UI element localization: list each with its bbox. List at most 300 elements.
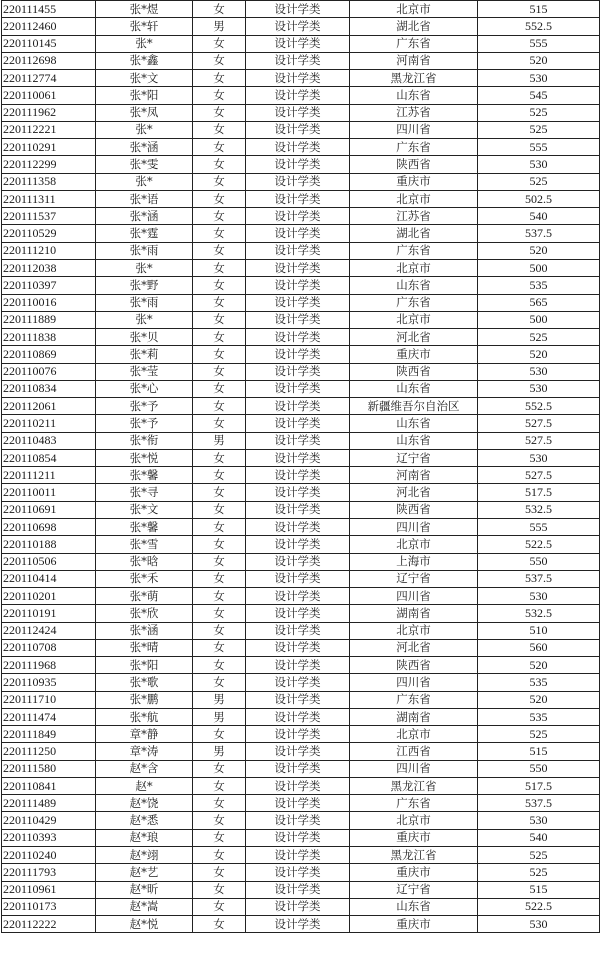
province-cell: 湖南省: [350, 708, 478, 725]
student-id-cell: 220112460: [2, 18, 96, 35]
major-category-cell: 设计学类: [246, 760, 350, 777]
student-id-cell: 220111489: [2, 795, 96, 812]
student-id-cell: 220111793: [2, 864, 96, 881]
table-row: [2, 104, 600, 121]
student-name-cell: 张*馨: [96, 518, 193, 535]
student-name-cell: 章*静: [96, 726, 193, 743]
student-name-cell: 张*悦: [96, 449, 193, 466]
gender-cell: 女: [193, 553, 246, 570]
student-name-cell: 张*晗: [96, 553, 193, 570]
province-cell: 四川省: [350, 121, 478, 138]
table-row: [2, 622, 600, 639]
student-name-cell: 张*涵: [96, 622, 193, 639]
score-cell: 550: [478, 760, 600, 777]
student-id-cell: 220110834: [2, 380, 96, 397]
province-cell: 黑龙江省: [350, 70, 478, 87]
table-row: [2, 484, 600, 501]
province-cell: 新疆维吾尔自治区: [350, 398, 478, 415]
student-id-cell: 220112221: [2, 121, 96, 138]
table-row: [2, 588, 600, 605]
gender-cell: 女: [193, 449, 246, 466]
student-name-cell: 张*鹏: [96, 691, 193, 708]
major-category-cell: 设计学类: [246, 518, 350, 535]
gender-cell: 女: [193, 259, 246, 276]
score-cell: 500: [478, 259, 600, 276]
student-name-cell: 张*予: [96, 398, 193, 415]
province-cell: 山东省: [350, 380, 478, 397]
major-category-cell: 设计学类: [246, 311, 350, 328]
province-cell: 河南省: [350, 52, 478, 69]
student-name-cell: 张*语: [96, 190, 193, 207]
student-id-cell: 220110854: [2, 449, 96, 466]
student-id-cell: 220111710: [2, 691, 96, 708]
gender-cell: 女: [193, 916, 246, 933]
gender-cell: 女: [193, 484, 246, 501]
province-cell: 重庆市: [350, 864, 478, 881]
province-cell: 陕西省: [350, 363, 478, 380]
major-category-cell: 设计学类: [246, 18, 350, 35]
score-cell: 520: [478, 346, 600, 363]
province-cell: 湖北省: [350, 225, 478, 242]
province-cell: 北京市: [350, 259, 478, 276]
major-category-cell: 设计学类: [246, 639, 350, 656]
province-cell: 湖南省: [350, 605, 478, 622]
province-cell: 广东省: [350, 691, 478, 708]
major-category-cell: 设计学类: [246, 726, 350, 743]
student-name-cell: 张*雨: [96, 294, 193, 311]
score-cell: 565: [478, 294, 600, 311]
major-category-cell: 设计学类: [246, 156, 350, 173]
major-category-cell: 设计学类: [246, 329, 350, 346]
province-cell: 广东省: [350, 242, 478, 259]
gender-cell: 女: [193, 622, 246, 639]
student-name-cell: 张*莉: [96, 346, 193, 363]
table-row: [2, 743, 600, 760]
table-row: [2, 208, 600, 225]
table-row: [2, 760, 600, 777]
table-row: [2, 501, 600, 518]
student-name-cell: 张*轩: [96, 18, 193, 35]
major-category-cell: 设计学类: [246, 259, 350, 276]
major-category-cell: 设计学类: [246, 363, 350, 380]
major-category-cell: 设计学类: [246, 829, 350, 846]
table-row: [2, 173, 600, 190]
table-row: [2, 363, 600, 380]
major-category-cell: 设计学类: [246, 588, 350, 605]
student-id-cell: 220110414: [2, 570, 96, 587]
table-row: [2, 916, 600, 933]
province-cell: 广东省: [350, 795, 478, 812]
gender-cell: 女: [193, 1, 246, 18]
province-cell: 四川省: [350, 674, 478, 691]
table-row: [2, 70, 600, 87]
score-cell: 527.5: [478, 415, 600, 432]
gender-cell: 男: [193, 432, 246, 449]
table-row: [2, 52, 600, 69]
score-cell: 530: [478, 916, 600, 933]
gender-cell: 男: [193, 708, 246, 725]
table-row: [2, 847, 600, 864]
gender-cell: 女: [193, 398, 246, 415]
major-category-cell: 设计学类: [246, 208, 350, 225]
major-category-cell: 设计学类: [246, 570, 350, 587]
table-row: [2, 87, 600, 104]
province-cell: 四川省: [350, 518, 478, 535]
major-category-cell: 设计学类: [246, 536, 350, 553]
student-name-cell: 赵*含: [96, 760, 193, 777]
table-row: [2, 605, 600, 622]
student-name-cell: 赵*翊: [96, 847, 193, 864]
major-category-cell: 设计学类: [246, 467, 350, 484]
student-id-cell: 220112698: [2, 52, 96, 69]
province-cell: 江苏省: [350, 208, 478, 225]
table-row: [2, 536, 600, 553]
table-row: [2, 518, 600, 535]
score-cell: 560: [478, 639, 600, 656]
score-cell: 525: [478, 173, 600, 190]
score-cell: 520: [478, 691, 600, 708]
province-cell: 陕西省: [350, 657, 478, 674]
major-category-cell: 设计学类: [246, 777, 350, 794]
province-cell: 广东省: [350, 139, 478, 156]
student-name-cell: 章*涛: [96, 743, 193, 760]
gender-cell: 女: [193, 415, 246, 432]
student-name-cell: 张*寻: [96, 484, 193, 501]
score-cell: 530: [478, 812, 600, 829]
score-cell: 535: [478, 708, 600, 725]
province-cell: 北京市: [350, 812, 478, 829]
table-row: [2, 139, 600, 156]
table-row: [2, 898, 600, 915]
major-category-cell: 设计学类: [246, 657, 350, 674]
province-cell: 北京市: [350, 1, 478, 18]
gender-cell: 女: [193, 104, 246, 121]
table-row: [2, 691, 600, 708]
major-category-cell: 设计学类: [246, 449, 350, 466]
gender-cell: 女: [193, 329, 246, 346]
student-id-cell: 220111968: [2, 657, 96, 674]
score-cell: 520: [478, 657, 600, 674]
table-row: [2, 190, 600, 207]
major-category-cell: 设计学类: [246, 35, 350, 52]
student-name-cell: 张*欣: [96, 605, 193, 622]
student-id-cell: 220110397: [2, 277, 96, 294]
student-id-cell: 220112061: [2, 398, 96, 415]
major-category-cell: 设计学类: [246, 622, 350, 639]
score-cell: 537.5: [478, 570, 600, 587]
gender-cell: 女: [193, 657, 246, 674]
student-name-cell: 赵*嵩: [96, 898, 193, 915]
major-category-cell: 设计学类: [246, 225, 350, 242]
province-cell: 湖北省: [350, 18, 478, 35]
student-name-cell: 张*: [96, 173, 193, 190]
major-category-cell: 设计学类: [246, 432, 350, 449]
student-name-cell: 张*衔: [96, 432, 193, 449]
score-cell: 527.5: [478, 432, 600, 449]
student-id-cell: 220111580: [2, 760, 96, 777]
score-cell: 532.5: [478, 605, 600, 622]
table-row: [2, 242, 600, 259]
student-id-cell: 220112774: [2, 70, 96, 87]
student-name-cell: 赵*悦: [96, 916, 193, 933]
student-name-cell: 张*航: [96, 708, 193, 725]
score-cell: 515: [478, 743, 600, 760]
province-cell: 北京市: [350, 311, 478, 328]
student-name-cell: 张*歌: [96, 674, 193, 691]
student-name-cell: 张*阳: [96, 657, 193, 674]
gender-cell: 女: [193, 829, 246, 846]
score-cell: 530: [478, 363, 600, 380]
score-cell: 527.5: [478, 467, 600, 484]
major-category-cell: 设计学类: [246, 484, 350, 501]
major-category-cell: 设计学类: [246, 847, 350, 864]
student-name-cell: 张*: [96, 311, 193, 328]
student-name-cell: 张*心: [96, 380, 193, 397]
score-cell: 552.5: [478, 18, 600, 35]
student-name-cell: 张*文: [96, 70, 193, 87]
score-cell: 535: [478, 674, 600, 691]
score-cell: 555: [478, 518, 600, 535]
major-category-cell: 设计学类: [246, 380, 350, 397]
student-name-cell: 赵*艺: [96, 864, 193, 881]
student-name-cell: 张*涵: [96, 208, 193, 225]
table-row: [2, 553, 600, 570]
table-row: [2, 812, 600, 829]
student-id-cell: 220110506: [2, 553, 96, 570]
major-category-cell: 设计学类: [246, 121, 350, 138]
score-cell: 517.5: [478, 484, 600, 501]
gender-cell: 女: [193, 795, 246, 812]
table-row: [2, 674, 600, 691]
table-row: [2, 708, 600, 725]
student-id-cell: 220110841: [2, 777, 96, 794]
province-cell: 山东省: [350, 277, 478, 294]
table-row: [2, 294, 600, 311]
student-name-cell: 张*涵: [96, 139, 193, 156]
province-cell: 河北省: [350, 329, 478, 346]
gender-cell: 女: [193, 777, 246, 794]
table-body: [2, 1, 600, 933]
major-category-cell: 设计学类: [246, 553, 350, 570]
gender-cell: 女: [193, 173, 246, 190]
student-id-cell: 220110935: [2, 674, 96, 691]
province-cell: 重庆市: [350, 346, 478, 363]
province-cell: 辽宁省: [350, 449, 478, 466]
gender-cell: 男: [193, 691, 246, 708]
score-cell: 517.5: [478, 777, 600, 794]
province-cell: 北京市: [350, 622, 478, 639]
gender-cell: 女: [193, 311, 246, 328]
student-id-cell: 220111358: [2, 173, 96, 190]
score-cell: 525: [478, 847, 600, 864]
student-name-cell: 张*煜: [96, 1, 193, 18]
table-row: [2, 1, 600, 18]
student-id-cell: 220110188: [2, 536, 96, 553]
province-cell: 山东省: [350, 87, 478, 104]
student-name-cell: 张*萌: [96, 588, 193, 605]
score-cell: 515: [478, 1, 600, 18]
table-row: [2, 657, 600, 674]
table-row: [2, 570, 600, 587]
major-category-cell: 设计学类: [246, 1, 350, 18]
student-name-cell: 赵*悉: [96, 812, 193, 829]
score-cell: 535: [478, 277, 600, 294]
student-id-cell: 220111962: [2, 104, 96, 121]
major-category-cell: 设计学类: [246, 415, 350, 432]
major-category-cell: 设计学类: [246, 52, 350, 69]
table-row: [2, 346, 600, 363]
score-cell: 530: [478, 70, 600, 87]
province-cell: 四川省: [350, 760, 478, 777]
student-id-cell: 220111210: [2, 242, 96, 259]
student-name-cell: 张*鑫: [96, 52, 193, 69]
admission-list-table: [1, 0, 600, 933]
major-category-cell: 设计学类: [246, 674, 350, 691]
gender-cell: 女: [193, 294, 246, 311]
student-name-cell: 张*: [96, 121, 193, 138]
student-id-cell: 220110061: [2, 87, 96, 104]
table-row: [2, 829, 600, 846]
major-category-cell: 设计学类: [246, 294, 350, 311]
score-cell: 530: [478, 588, 600, 605]
score-cell: 545: [478, 87, 600, 104]
major-category-cell: 设计学类: [246, 795, 350, 812]
student-id-cell: 220110961: [2, 881, 96, 898]
student-id-cell: 220110145: [2, 35, 96, 52]
student-id-cell: 220110076: [2, 363, 96, 380]
gender-cell: 女: [193, 726, 246, 743]
table-row: [2, 639, 600, 656]
table-row: [2, 449, 600, 466]
score-cell: 525: [478, 329, 600, 346]
province-cell: 重庆市: [350, 173, 478, 190]
major-category-cell: 设计学类: [246, 70, 350, 87]
table-row: [2, 432, 600, 449]
score-cell: 550: [478, 553, 600, 570]
table-row: [2, 277, 600, 294]
gender-cell: 女: [193, 760, 246, 777]
province-cell: 黑龙江省: [350, 777, 478, 794]
score-cell: 530: [478, 156, 600, 173]
gender-cell: 男: [193, 743, 246, 760]
student-id-cell: 220110201: [2, 588, 96, 605]
score-cell: 537.5: [478, 795, 600, 812]
province-cell: 北京市: [350, 726, 478, 743]
student-id-cell: 220111537: [2, 208, 96, 225]
gender-cell: 女: [193, 864, 246, 881]
score-cell: 555: [478, 139, 600, 156]
gender-cell: 女: [193, 121, 246, 138]
student-name-cell: 张*禾: [96, 570, 193, 587]
table-row: [2, 225, 600, 242]
gender-cell: 女: [193, 208, 246, 225]
student-name-cell: 张*晴: [96, 639, 193, 656]
score-cell: 515: [478, 881, 600, 898]
table-row: [2, 311, 600, 328]
gender-cell: 女: [193, 518, 246, 535]
province-cell: 河南省: [350, 467, 478, 484]
student-id-cell: 220110016: [2, 294, 96, 311]
student-id-cell: 220110173: [2, 898, 96, 915]
province-cell: 辽宁省: [350, 570, 478, 587]
province-cell: 陕西省: [350, 501, 478, 518]
major-category-cell: 设计学类: [246, 139, 350, 156]
student-id-cell: 220111250: [2, 743, 96, 760]
major-category-cell: 设计学类: [246, 812, 350, 829]
gender-cell: 女: [193, 467, 246, 484]
score-cell: 520: [478, 242, 600, 259]
score-cell: 530: [478, 380, 600, 397]
student-name-cell: 赵*饶: [96, 795, 193, 812]
major-category-cell: 设计学类: [246, 190, 350, 207]
gender-cell: 女: [193, 52, 246, 69]
student-id-cell: 220110483: [2, 432, 96, 449]
gender-cell: 女: [193, 346, 246, 363]
score-cell: 525: [478, 726, 600, 743]
province-cell: 山东省: [350, 432, 478, 449]
student-id-cell: 220110869: [2, 346, 96, 363]
province-cell: 广东省: [350, 294, 478, 311]
table-row: [2, 881, 600, 898]
gender-cell: 女: [193, 70, 246, 87]
major-category-cell: 设计学类: [246, 708, 350, 725]
student-name-cell: 赵*: [96, 777, 193, 794]
table-row: [2, 726, 600, 743]
province-cell: 山东省: [350, 898, 478, 915]
gender-cell: 女: [193, 570, 246, 587]
table-row: [2, 467, 600, 484]
student-id-cell: 220111455: [2, 1, 96, 18]
student-name-cell: 张*霆: [96, 225, 193, 242]
gender-cell: 女: [193, 501, 246, 518]
student-name-cell: 张*雪: [96, 536, 193, 553]
student-id-cell: 220110708: [2, 639, 96, 656]
score-cell: 530: [478, 449, 600, 466]
score-cell: 540: [478, 208, 600, 225]
score-cell: 500: [478, 311, 600, 328]
student-name-cell: 张*莹: [96, 363, 193, 380]
student-id-cell: 220110393: [2, 829, 96, 846]
score-cell: 502.5: [478, 190, 600, 207]
table-row: [2, 121, 600, 138]
major-category-cell: 设计学类: [246, 346, 350, 363]
gender-cell: 女: [193, 87, 246, 104]
province-cell: 北京市: [350, 536, 478, 553]
score-cell: 555: [478, 35, 600, 52]
table-row: [2, 864, 600, 881]
table-row: [2, 18, 600, 35]
major-category-cell: 设计学类: [246, 242, 350, 259]
table-row: [2, 35, 600, 52]
province-cell: 辽宁省: [350, 881, 478, 898]
major-category-cell: 设计学类: [246, 864, 350, 881]
gender-cell: 女: [193, 35, 246, 52]
province-cell: 北京市: [350, 190, 478, 207]
student-name-cell: 张*贝: [96, 329, 193, 346]
major-category-cell: 设计学类: [246, 398, 350, 415]
gender-cell: 女: [193, 847, 246, 864]
major-category-cell: 设计学类: [246, 173, 350, 190]
gender-cell: 女: [193, 898, 246, 915]
table-row: [2, 259, 600, 276]
major-category-cell: 设计学类: [246, 277, 350, 294]
student-id-cell: 220110240: [2, 847, 96, 864]
student-id-cell: 220111474: [2, 708, 96, 725]
province-cell: 黑龙江省: [350, 847, 478, 864]
student-id-cell: 220111211: [2, 467, 96, 484]
score-cell: 520: [478, 52, 600, 69]
score-cell: 525: [478, 121, 600, 138]
